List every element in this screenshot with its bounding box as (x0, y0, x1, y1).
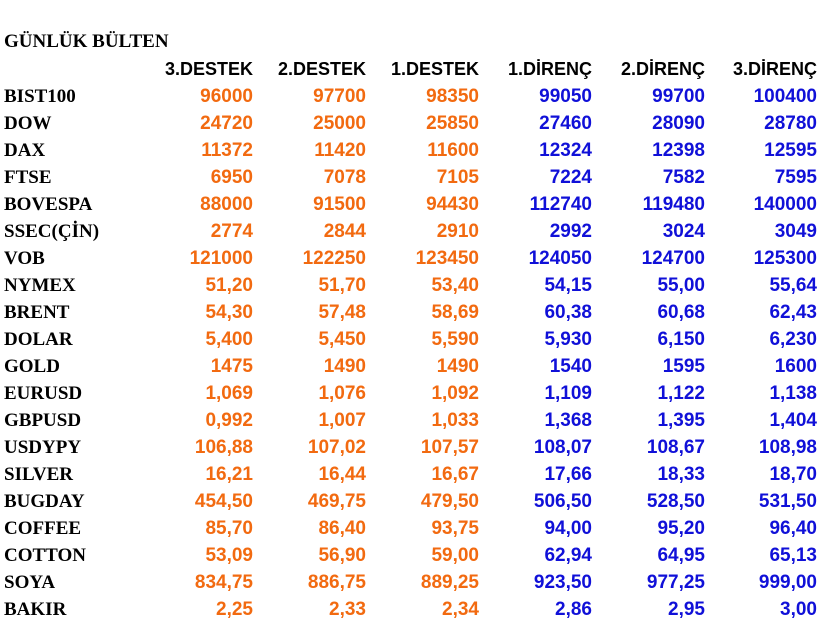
resistance-1-value: 12324 (539, 140, 592, 161)
resistance-3-value: 12595 (764, 140, 817, 161)
table-row (0, 272, 817, 299)
table-row (0, 110, 817, 137)
instrument-name: USDYPY (4, 437, 82, 458)
support-2-value: 86,40 (318, 518, 366, 539)
support-2-value: 886,75 (307, 572, 366, 593)
support-1-value: 59,00 (431, 545, 479, 566)
resistance-2-value: 1595 (662, 356, 705, 377)
resistance-1-value: 1,368 (544, 410, 592, 431)
support-2-value: 2844 (323, 221, 366, 242)
support-2-value: 57,48 (318, 302, 366, 323)
support-2-value: 51,70 (318, 275, 366, 296)
bulletin-title: GÜNLÜK BÜLTEN (4, 31, 169, 52)
resistance-1-value: 27460 (539, 113, 592, 134)
support-1-value: 16,67 (431, 464, 479, 485)
resistance-2-value: 6,150 (657, 329, 705, 350)
resistance-2-value: 119480 (642, 194, 705, 215)
resistance-2-value: 99700 (652, 86, 705, 107)
instrument-name: BIST100 (4, 86, 76, 107)
support-3-value: 11372 (201, 140, 253, 161)
table-row (0, 515, 817, 542)
resistance-2-value: 7582 (662, 167, 705, 188)
resistance-2-value: 1,395 (657, 410, 705, 431)
table-row (0, 434, 817, 461)
table-row (0, 299, 817, 326)
support-3-value: 2,25 (216, 599, 253, 620)
instrument-name: SOYA (4, 572, 56, 593)
table-row (0, 488, 817, 515)
resistance-1-value: 7224 (549, 167, 592, 188)
support-1-value: 25850 (426, 113, 479, 134)
support-1-value: 479,50 (420, 491, 479, 512)
instrument-name: BOVESPA (4, 194, 93, 215)
support-3-value: 85,70 (205, 518, 253, 539)
support-1-value: 94430 (426, 194, 479, 215)
resistance-1-value: 60,38 (544, 302, 592, 323)
header-row (0, 56, 817, 83)
table-row (0, 83, 817, 110)
support-2-value: 1490 (323, 356, 366, 377)
header-support-2: 2.DESTEK (277, 59, 366, 79)
support-2-value: 11420 (314, 140, 366, 161)
support-1-value: 1,092 (431, 383, 479, 404)
table-row (0, 245, 817, 272)
resistance-3-value: 108,98 (758, 437, 817, 458)
support-1-value: 98350 (426, 86, 479, 107)
resistance-3-value: 3049 (774, 221, 817, 242)
support-3-value: 6950 (210, 167, 253, 188)
resistance-3-value: 62,43 (769, 302, 817, 323)
resistance-3-value: 28780 (764, 113, 817, 134)
resistance-2-value: 977,25 (646, 572, 705, 593)
instrument-name: BUGDAY (4, 491, 85, 512)
instrument-name: SSEC(ÇİN) (4, 221, 100, 242)
resistance-1-value: 54,15 (544, 275, 592, 296)
instrument-name: GOLD (4, 356, 60, 377)
support-3-value: 16,21 (205, 464, 253, 485)
instrument-name: COFFEE (4, 518, 82, 539)
header-support-3: 3.DESTEK (164, 59, 253, 79)
support-3-value: 51,20 (205, 275, 253, 296)
resistance-2-value: 55,00 (657, 275, 705, 296)
resistance-2-value: 528,50 (646, 491, 705, 512)
resistance-3-value: 1,404 (769, 410, 817, 431)
support-2-value: 91500 (313, 194, 366, 215)
resistance-3-value: 6,230 (769, 329, 817, 350)
resistance-1-value: 112740 (529, 194, 592, 215)
table-row (0, 353, 817, 380)
resistance-2-value: 108,67 (646, 437, 705, 458)
resistance-1-value: 124050 (528, 248, 592, 269)
support-1-value: 53,40 (431, 275, 479, 296)
support-1-value: 889,25 (420, 572, 479, 593)
instrument-name: GBPUSD (4, 410, 82, 431)
resistance-3-value: 1,138 (769, 383, 817, 404)
resistance-3-value: 531,50 (758, 491, 817, 512)
resistance-2-value: 18,33 (657, 464, 705, 485)
support-3-value: 2774 (210, 221, 253, 242)
table-row (0, 569, 817, 596)
table-row (0, 407, 817, 434)
support-3-value: 106,88 (194, 437, 253, 458)
resistance-1-value: 2,86 (555, 599, 592, 620)
support-2-value: 16,44 (318, 464, 366, 485)
resistance-3-value: 55,64 (769, 275, 817, 296)
support-1-value: 93,75 (431, 518, 479, 539)
instrument-name: DOLAR (4, 329, 73, 350)
resistance-1-value: 1540 (549, 356, 592, 377)
support-1-value: 107,57 (420, 437, 479, 458)
instrument-name: BAKIR (4, 599, 67, 620)
resistance-2-value: 12398 (652, 140, 705, 161)
resistance-2-value: 28090 (652, 113, 705, 134)
support-2-value: 97700 (313, 86, 366, 107)
support-1-value: 2910 (436, 221, 479, 242)
support-3-value: 96000 (200, 86, 253, 107)
resistance-2-value: 3024 (662, 221, 705, 242)
support-3-value: 24720 (200, 113, 253, 134)
table-row (0, 164, 817, 191)
table-row (0, 218, 817, 245)
support-1-value: 5,590 (431, 329, 479, 350)
table-row (0, 542, 817, 569)
header-resistance-1: 1.DİRENÇ (507, 59, 592, 79)
support-2-value: 25000 (313, 113, 366, 134)
resistance-1-value: 923,50 (533, 572, 592, 593)
support-3-value: 5,400 (205, 329, 253, 350)
support-2-value: 107,02 (307, 437, 366, 458)
instrument-name: FTSE (4, 167, 52, 188)
support-3-value: 54,30 (205, 302, 253, 323)
support-1-value: 2,34 (442, 599, 479, 620)
resistance-3-value: 1600 (774, 356, 817, 377)
resistance-2-value: 2,95 (668, 599, 705, 620)
header-blank (0, 56, 140, 83)
support-2-value: 5,450 (318, 329, 366, 350)
header-resistance-2: 2.DİRENÇ (620, 59, 705, 79)
resistance-3-value: 125300 (753, 248, 817, 269)
resistance-3-value: 999,00 (758, 572, 817, 593)
support-3-value: 454,50 (194, 491, 253, 512)
instrument-name: SILVER (4, 464, 74, 485)
instrument-name: NYMEX (4, 275, 76, 296)
support-3-value: 1,069 (205, 383, 253, 404)
support-3-value: 121000 (189, 248, 253, 269)
resistance-2-value: 1,122 (657, 383, 705, 404)
support-1-value: 1490 (436, 356, 479, 377)
resistance-1-value: 99050 (539, 86, 592, 107)
support-1-value: 123450 (415, 248, 479, 269)
resistance-1-value: 506,50 (533, 491, 592, 512)
resistance-1-value: 2992 (549, 221, 592, 242)
resistance-2-value: 64,95 (657, 545, 705, 566)
resistance-3-value: 96,40 (769, 518, 817, 539)
resistance-1-value: 5,930 (544, 329, 592, 350)
resistance-1-value: 62,94 (544, 545, 592, 566)
resistance-2-value: 60,68 (657, 302, 705, 323)
table-row (0, 137, 817, 164)
support-1-value: 58,69 (431, 302, 479, 323)
table-row (0, 326, 817, 353)
support-2-value: 469,75 (307, 491, 366, 512)
support-3-value: 53,09 (205, 545, 253, 566)
resistance-1-value: 17,66 (544, 464, 592, 485)
header-support-1: 1.DESTEK (390, 59, 479, 79)
instrument-name: COTTON (4, 545, 87, 566)
resistance-2-value: 124700 (641, 248, 705, 269)
bulletin-table (0, 56, 817, 623)
table-row (0, 461, 817, 488)
header-resistance-3: 3.DİRENÇ (732, 59, 817, 79)
instrument-name: EURUSD (4, 383, 83, 404)
instrument-name: BRENT (4, 302, 70, 323)
support-2-value: 122250 (302, 248, 366, 269)
support-1-value: 1,033 (431, 410, 479, 431)
support-3-value: 88000 (200, 194, 253, 215)
support-3-value: 1475 (210, 356, 253, 377)
instrument-name: DAX (4, 140, 46, 161)
resistance-1-value: 94,00 (544, 518, 592, 539)
resistance-2-value: 95,20 (657, 518, 705, 539)
support-2-value: 56,90 (318, 545, 366, 566)
table-row (0, 380, 817, 407)
resistance-3-value: 65,13 (769, 545, 817, 566)
support-3-value: 834,75 (194, 572, 253, 593)
resistance-3-value: 3,00 (780, 599, 817, 620)
resistance-3-value: 18,70 (769, 464, 817, 485)
instrument-name: DOW (4, 113, 52, 134)
support-2-value: 1,076 (318, 383, 366, 404)
support-2-value: 1,007 (318, 410, 366, 431)
resistance-3-value: 7595 (774, 167, 817, 188)
support-1-value: 11600 (427, 140, 479, 161)
resistance-1-value: 108,07 (533, 437, 592, 458)
support-2-value: 2,33 (329, 599, 366, 620)
resistance-1-value: 1,109 (544, 383, 592, 404)
instrument-name: VOB (4, 248, 45, 269)
table-row (0, 596, 817, 623)
support-3-value: 0,992 (205, 410, 253, 431)
support-2-value: 7078 (323, 167, 366, 188)
support-1-value: 7105 (436, 167, 479, 188)
resistance-3-value: 140000 (753, 194, 817, 215)
table-row (0, 191, 817, 218)
resistance-3-value: 100400 (753, 86, 817, 107)
